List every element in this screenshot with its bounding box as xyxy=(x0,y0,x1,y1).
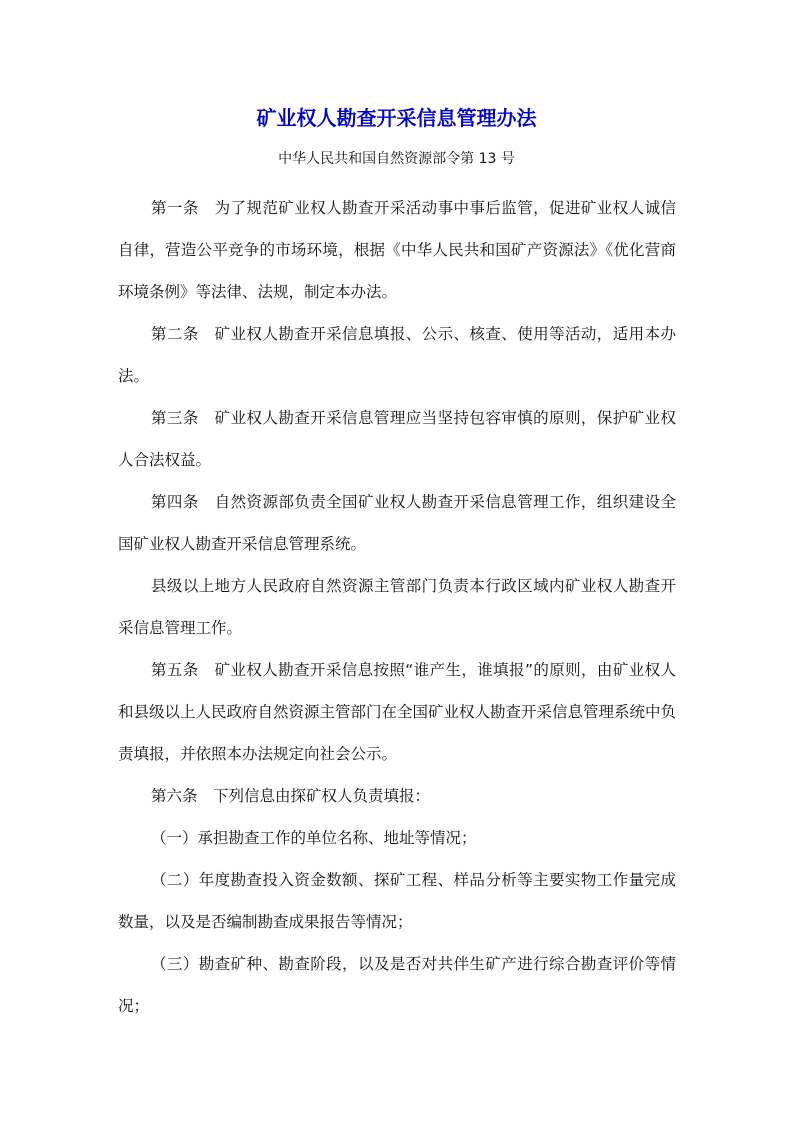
paragraph-article-6: 第六条 下列信息由探矿权人负责填报： xyxy=(151,787,431,805)
paragraph-article-5: 第五条 矿业权人勘查开采信息按照“谁产生，谁填报”的原则，由矿业权人和县级以上人民政府自然资源主管部门在全国矿业权人勘查开采信息管理系统中负责填报，并依照本办法规定向社会公示。 xyxy=(118,661,677,763)
paragraph-article-3: 第三条 矿业权人勘查开采信息管理应当坚持包容审慎的原则，保护矿业权人合法权益。 xyxy=(118,409,676,469)
paragraph-article-4: 第四条 自然资源部负责全国矿业权人勘查开采信息管理工作，组织建设全国矿业权人勘查开采信息管理系统。 xyxy=(118,493,676,553)
paragraph-item-2: （二）年度勘查投入资金数额、探矿工程、样品分析等主要实物工作量完成数量，以及是否编制勘查成果报告等情况； xyxy=(118,871,676,931)
paragraph-article-2: 第二条 矿业权人勘查开采信息填报、公示、核查、使用等活动，适用本办法。 xyxy=(118,325,676,385)
paragraph-item-3: （三）勘查矿种、勘查阶段，以及是否对共伴生矿产进行综合勘查评价等情况； xyxy=(118,955,676,1015)
document-subtitle: 中华人民共和国自然资源部令第 13 号 xyxy=(278,151,515,167)
paragraph-article-4-clause-2: 县级以上地方人民政府自然资源主管部门负责本行政区域内矿业权人勘查开采信息管理工作。 xyxy=(118,577,676,637)
paragraph-item-1: （一）承担勘查工作的单位名称、地址等情况； xyxy=(151,829,477,847)
paragraph-article-1: 第一条 为了规范矿业权人勘查开采活动事中事后监管，促进矿业权人诚信自律，营造公平竞争的市场环境，根据《中华人民共和国矿产资源法》《优化营商环境条例》等法律、法规，制定本办法。 xyxy=(118,199,676,301)
document-body xyxy=(118,187,676,1027)
document-title: 矿业权人勘查开采信息管理办法 xyxy=(256,106,537,130)
